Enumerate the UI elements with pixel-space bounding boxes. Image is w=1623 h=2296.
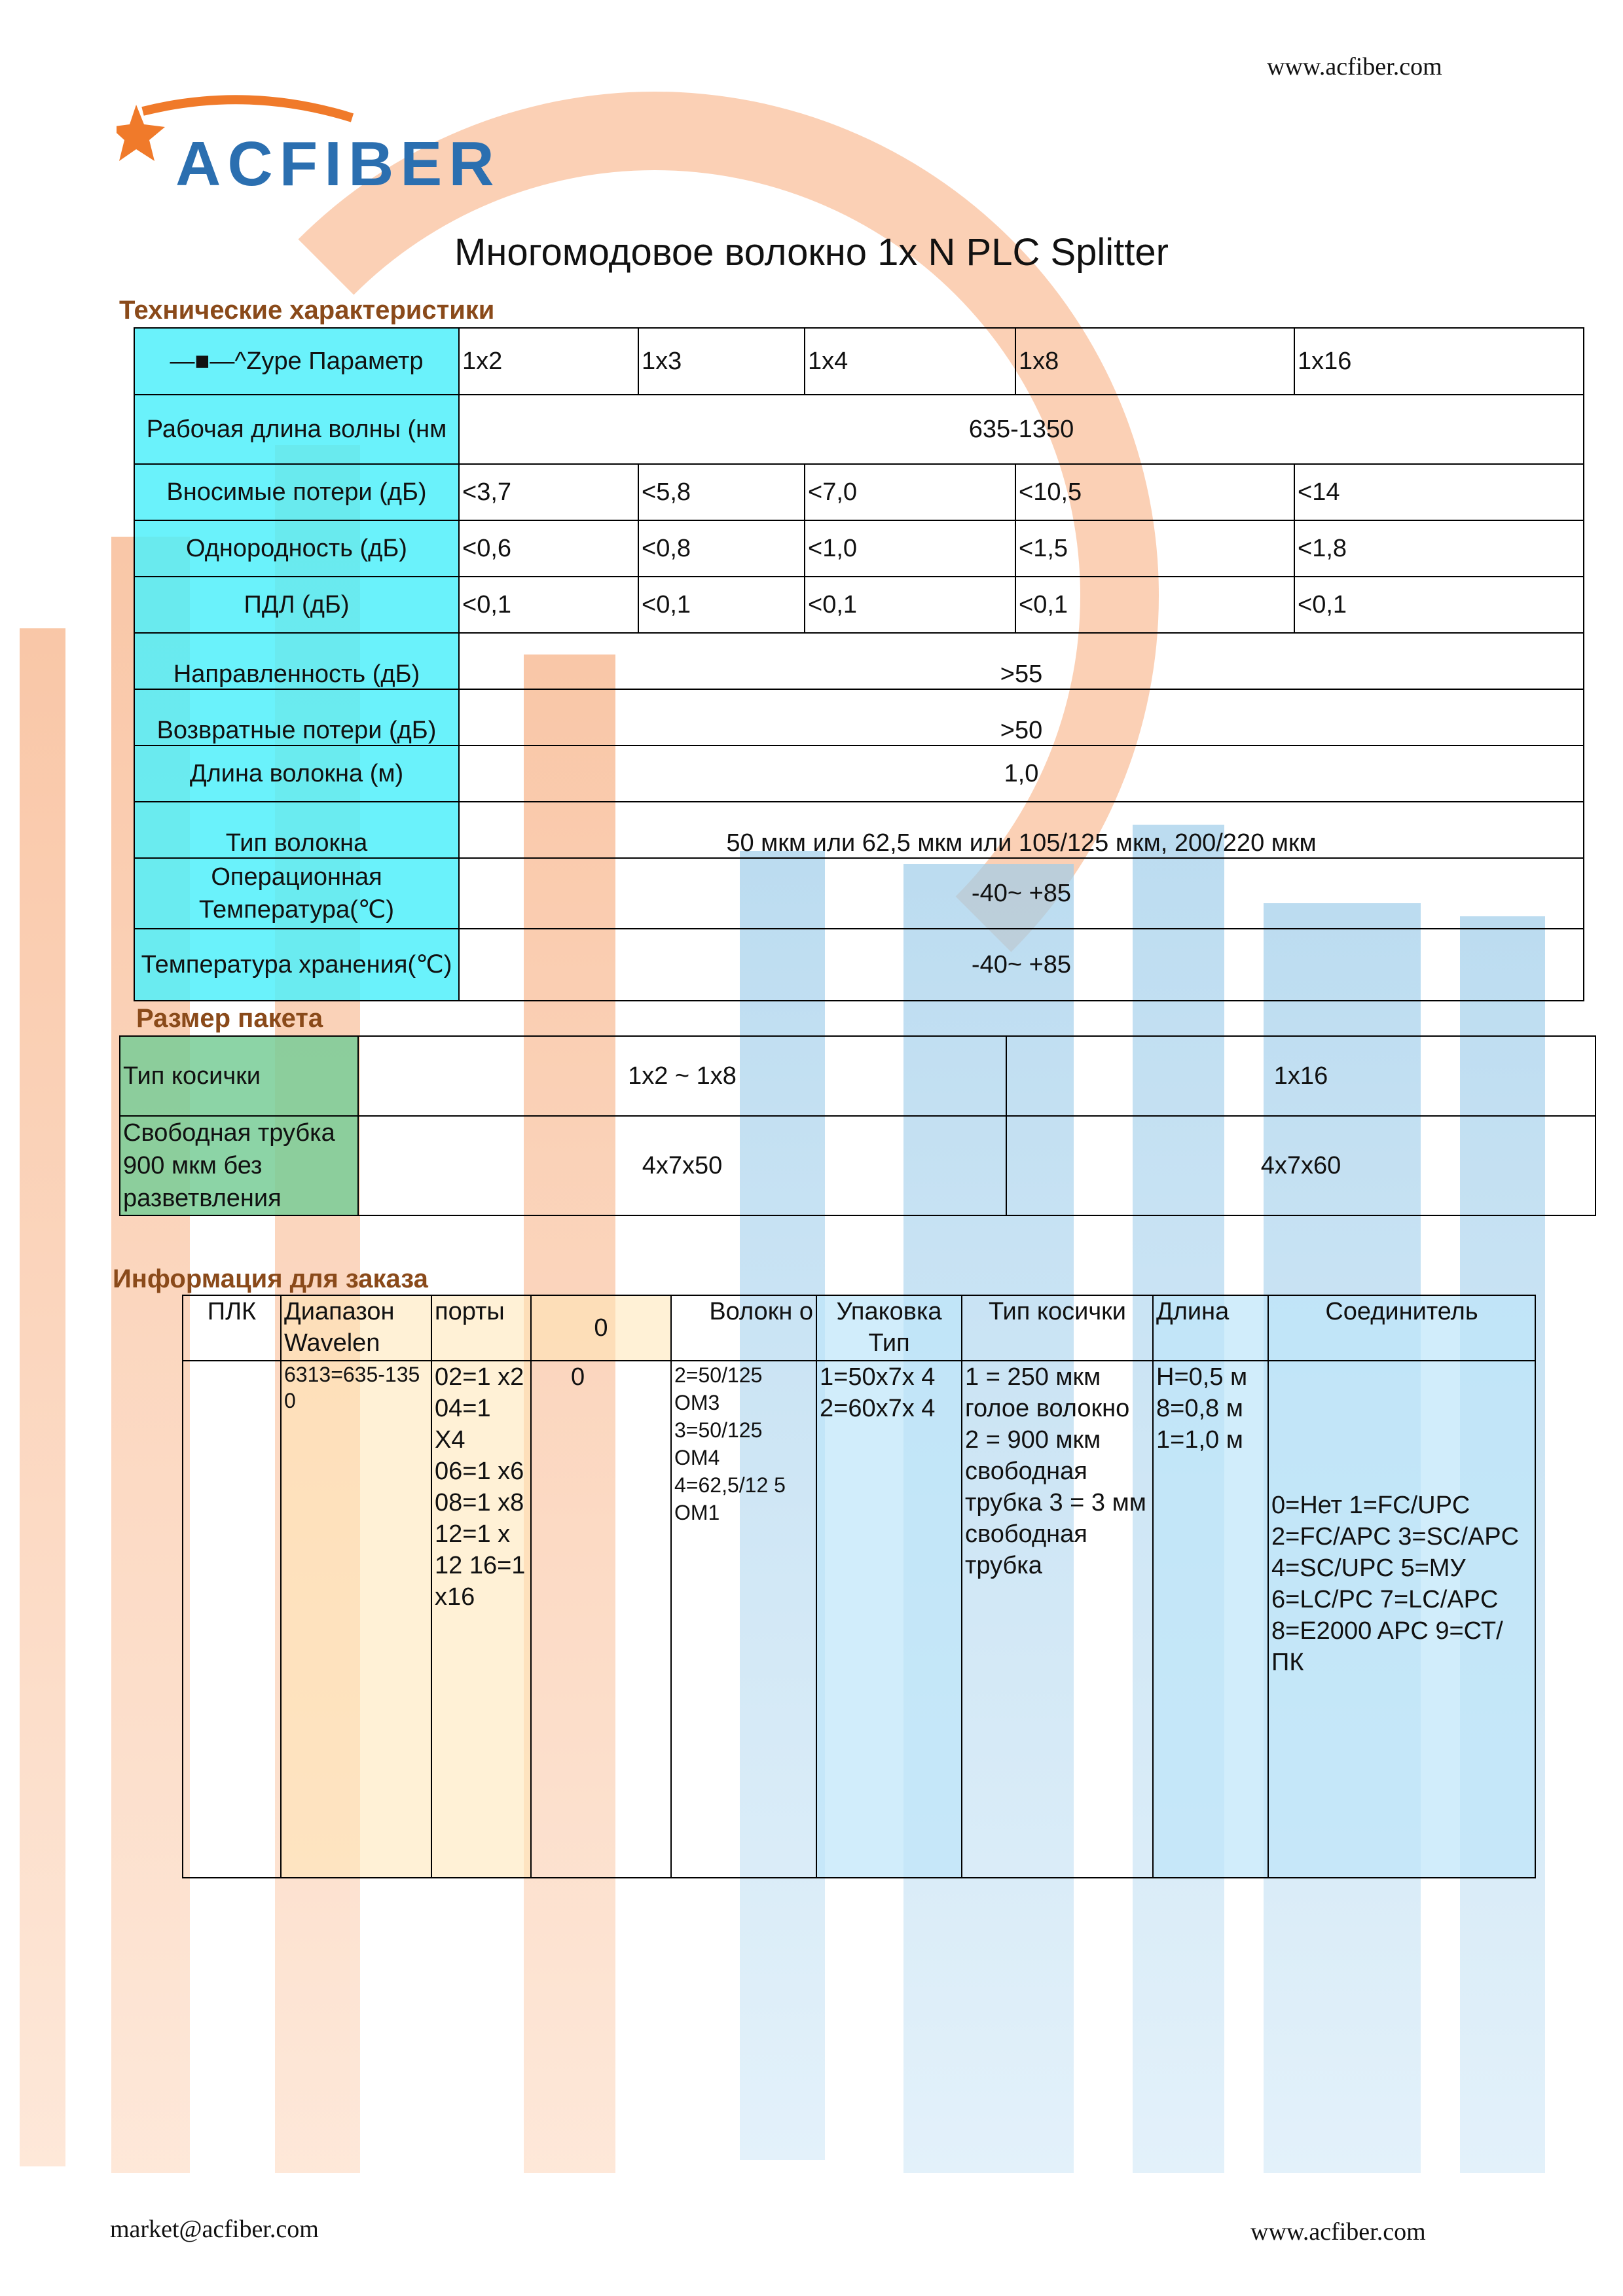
package-table [119,1035,1596,1216]
param-value: <0,1 [1294,577,1584,633]
param-value: <0,6 [459,520,638,577]
package-section-title: Размер пакета [136,1004,323,1033]
param-value: 1,0 [459,745,1584,802]
param-value: <7,0 [805,464,1015,520]
order-header: Упаковка Тип [816,1295,962,1361]
page-title: Многомодовое волокно 1x N PLC Splitter [454,231,1169,274]
param-value: 635-1350 [459,395,1584,464]
column-header: 1x8 [1015,328,1294,395]
order-value: 0=Нет 1=FC/UPC 2=FC/APC 3=SC/APC 4=SC/UPC 5=МУ 6=LC/PC 7=LC/APC 8=E2000 APC 9=СТ/ПК [1268,1361,1535,1878]
order-header: Длина [1153,1295,1268,1361]
header-website: www.acfiber.com [1267,53,1442,81]
package-value: 4x7x50 [358,1116,1006,1215]
param-value: >55 [459,633,1584,689]
table-row [134,858,1584,929]
table-row [134,464,1584,520]
order-header: Волокн о [671,1295,816,1361]
header-param-cell: —■—^Zype Параметр [134,328,459,395]
table-row [134,929,1584,1001]
table-row [134,802,1584,858]
param-value: -40~ +85 [459,858,1584,929]
column-header: 1x2 [459,328,638,395]
param-label: Длина волокна (м) [134,745,459,802]
param-value: <10,5 [1015,464,1294,520]
param-value: >50 [459,689,1584,745]
order-header: Тип косички [962,1295,1153,1361]
order-value: 2=50/125 OM3 3=50/125 OM4 4=62,5/12 5 OM1 [671,1361,816,1878]
param-value: <14 [1294,464,1584,520]
param-value: <0,1 [459,577,638,633]
param-value: <5,8 [638,464,805,520]
spec-table [134,327,1584,1001]
table-row [134,633,1584,689]
param-value: <0,1 [1015,577,1294,633]
column-header: 1x16 [1294,328,1584,395]
param-value: <3,7 [459,464,638,520]
footer-website: www.acfiber.com [1250,2218,1426,2246]
package-value: 1x16 [1006,1036,1596,1116]
table-row [134,745,1584,802]
order-header: порты [431,1295,531,1361]
package-value: 1x2 ~ 1x8 [358,1036,1006,1116]
param-label: ПДЛ (дБ) [134,577,459,633]
param-value: <0,1 [638,577,805,633]
order-header: ПЛК [183,1295,281,1361]
package-value: 4x7x60 [1006,1116,1596,1215]
param-label: Операционная Температура(℃) [134,858,459,929]
table-row [183,1295,1535,1361]
param-value: <1,0 [805,520,1015,577]
param-value: <0,8 [638,520,805,577]
watermark-bar [20,628,65,2166]
table-row [134,520,1584,577]
table-row [134,689,1584,745]
order-value: 0 [531,1361,671,1878]
column-header: 1x4 [805,328,1015,395]
param-label: Тип волокна [134,802,459,858]
footer-email: market@acfiber.com [110,2215,319,2243]
package-label: Тип косички [120,1036,358,1116]
order-header: Диапазон Wavelen [281,1295,431,1361]
order-value: 1 = 250 мкм голое волокно 2 = 900 мкм свободная трубка 3 = 3 мм свободная трубка [962,1361,1153,1878]
spec-section-title: Технические характеристики [119,296,495,325]
order-value: 1=50x7x 4 2=60x7x 4 [816,1361,962,1878]
order-value: 6313=635-1350 [281,1361,431,1878]
param-label: Рабочая длина волны (нм [134,395,459,464]
logo-text: ACFIBER [175,129,501,199]
param-label: Возвратные потери (дБ) [134,689,459,745]
order-value: 02=1 x2 04=1 X4 06=1 x6 08=1 x8 12=1 x 12 16=1 x16 [431,1361,531,1878]
order-table [182,1295,1536,1878]
acfiber-logo [117,92,501,199]
table-row [120,1116,1596,1215]
param-label: Направленность (дБ) [134,633,459,689]
table-row [134,395,1584,464]
column-header: 1x3 [638,328,805,395]
order-header: Соединитель [1268,1295,1535,1361]
param-value: <0,1 [805,577,1015,633]
param-value: <1,8 [1294,520,1584,577]
table-row [120,1036,1596,1116]
order-header: 0 [531,1295,671,1361]
order-section-title: Информация для заказа [113,1265,428,1293]
param-label: Температура хранения(℃) [134,929,459,1001]
table-row [134,577,1584,633]
table-row [134,328,1584,395]
order-value [183,1361,281,1878]
param-label: Вносимые потери (дБ) [134,464,459,520]
param-value: 50 мкм или 62,5 мкм или 105/125 мкм, 200/220 мкм [459,802,1584,858]
param-value: <1,5 [1015,520,1294,577]
param-value: -40~ +85 [459,929,1584,1001]
order-value: Н=0,5 м 8=0,8 м 1=1,0 м [1153,1361,1268,1878]
package-label: Свободная трубка 900 мкм без разветвления [120,1116,358,1215]
param-label: Однородность (дБ) [134,520,459,577]
table-row [183,1361,1535,1878]
